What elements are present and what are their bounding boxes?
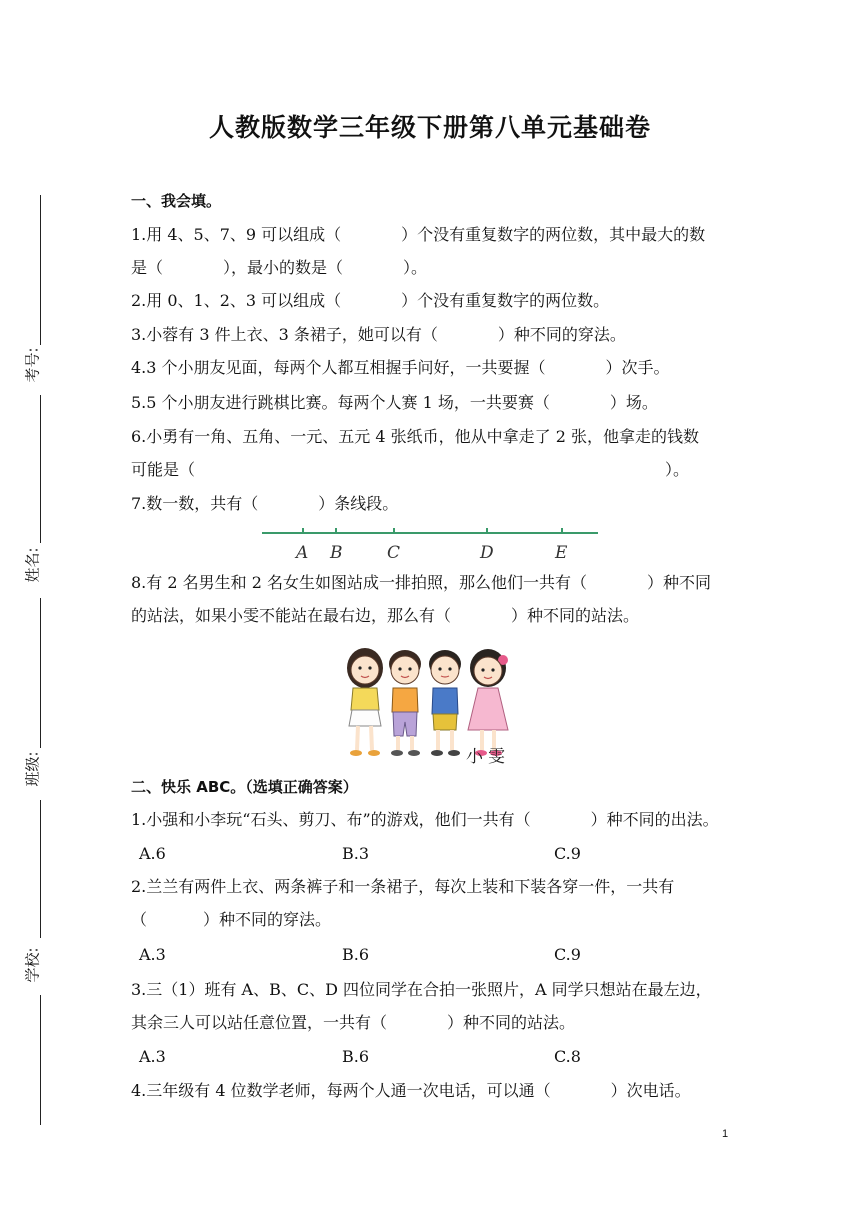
question-2-2-line-2 — [131, 909, 331, 931]
question-text: 是（ — [131, 258, 164, 277]
question-1-8-line-1 — [131, 572, 711, 594]
question-text: （ — [131, 910, 148, 929]
question-text: ）种不同的穿法。 — [203, 910, 332, 929]
binding-rule-3 — [40, 598, 41, 748]
question-text: 2.用 0、1、2、3 可以组成（ — [131, 291, 342, 310]
question-1-7 — [131, 493, 398, 515]
question-1-5 — [131, 392, 658, 414]
option-b[interactable]: B.6 — [342, 1047, 370, 1066]
child-figure — [468, 649, 508, 756]
question-1-1-line-1 — [131, 224, 705, 246]
question-text: ）种不同的穿法。 — [497, 325, 626, 344]
question-text: ）条线段。 — [318, 494, 399, 513]
child-figure — [347, 648, 383, 756]
binding-rule-4 — [40, 800, 41, 938]
question-text: 1.小强和小李玩“石头、剪刀、布”的游戏，他们一共有（ — [131, 810, 531, 829]
figure-caption: 小雯 — [466, 747, 510, 766]
question-text: ）种不同的站法。 — [511, 606, 640, 625]
question-1-6-line-1: 6.小勇有一角、五角、一元、五元 4 张纸币，他从中拿走了 2 张，他拿走的钱数 — [131, 427, 699, 446]
option-a[interactable]: A.3 — [139, 1047, 166, 1066]
exam-number-label: 考号: — [23, 347, 42, 383]
question-text: 3.小蓉有 3 件上衣、3 条裙子，她可以有（ — [131, 325, 438, 344]
question-text: 7.数一数，共有（ — [131, 494, 259, 513]
question-text: ）个没有重复数字的两位数。 — [401, 291, 610, 310]
child-figure — [429, 650, 461, 756]
binding-rule-2 — [40, 395, 41, 543]
question-2-2-line-1: 2.兰兰有两件上衣、两条裤子和一条裙子，每次上装和下装各穿一件，一共有 — [131, 877, 675, 896]
question-text: ）。 — [403, 258, 428, 277]
question-1-8-line-2 — [131, 605, 639, 627]
option-c[interactable]: C.8 — [554, 1047, 581, 1066]
option-c[interactable]: C.9 — [554, 844, 581, 863]
point-label-c: C — [387, 543, 401, 563]
point-label-b: B — [330, 543, 343, 563]
question-2-4 — [131, 1080, 691, 1102]
point-label-d: D — [480, 543, 494, 563]
question-text: 可能是（ — [131, 460, 196, 479]
class-label: 班级: — [23, 751, 42, 787]
children-illustration — [340, 638, 540, 766]
question-2-1 — [131, 809, 719, 831]
question-text: ），最小的数是（ — [223, 258, 344, 277]
question-2-3-line-1: 3.三（1）班有 A、B、C、D 四位同学在合拍一张照片，A 同学只想站在最左边， — [131, 980, 712, 999]
question-text: ）种不同的站法。 — [447, 1013, 576, 1032]
question-1-1-line-2 — [131, 257, 427, 279]
option-a[interactable]: A.6 — [139, 844, 166, 863]
name-label: 姓名: — [23, 547, 42, 583]
point-label-a: A — [296, 543, 309, 563]
question-text: 8.有 2 名男生和 2 名女生如图站成一排拍照，那么他们一共有（ — [131, 573, 587, 592]
page-title: 人教版数学三年级下册第八单元基础卷 — [208, 113, 651, 142]
question-text: ）。 — [665, 460, 690, 479]
section-2-heading: 二、快乐 ABC。（选填正确答案） — [131, 778, 358, 796]
question-text: 4.三年级有 4 位数学老师，每两个人通一次电话，可以通（ — [131, 1081, 551, 1100]
binding-rule-bottom — [40, 995, 41, 1125]
section-1-heading: 一、我会填。 — [131, 192, 222, 210]
option-a[interactable]: A.3 — [139, 945, 166, 964]
question-text: 1.用 4、5、7、9 可以组成（ — [131, 225, 342, 244]
option-b[interactable]: B.6 — [342, 945, 370, 964]
option-c[interactable]: C.9 — [554, 945, 581, 964]
question-text: ）场。 — [609, 393, 658, 412]
question-1-6-line-2 — [131, 459, 689, 481]
question-1-2 — [131, 290, 609, 312]
question-text: 5.5 个小朋友进行跳棋比赛。每两个人赛 1 场，一共要赛（ — [131, 393, 550, 412]
question-1-3 — [131, 324, 626, 346]
question-text: ）个没有重复数字的两位数，其中最大的数 — [401, 225, 706, 244]
page-number: 1 — [722, 1128, 729, 1140]
child-figure — [389, 650, 421, 756]
school-label: 学校: — [23, 947, 42, 983]
point-label-e: E — [555, 543, 568, 563]
question-text: ）次电话。 — [610, 1081, 691, 1100]
question-text: 其余三人可以站任意位置，一共有（ — [131, 1013, 388, 1032]
binding-rule-top — [40, 195, 41, 345]
question-2-3-line-2 — [131, 1012, 575, 1034]
line-segment-figure — [262, 526, 602, 566]
option-b[interactable]: B.3 — [342, 844, 370, 863]
question-text: 的站法，如果小雯不能站在最右边，那么有（ — [131, 606, 452, 625]
question-text: 4.3 个小朋友见面，每两个人都互相握手问好，一共要握（ — [131, 358, 546, 377]
question-text: ）种不同的出法。 — [590, 810, 719, 829]
question-text: ）次手。 — [605, 358, 670, 377]
question-1-4 — [131, 357, 670, 379]
question-text: ）种不同 — [646, 573, 711, 592]
